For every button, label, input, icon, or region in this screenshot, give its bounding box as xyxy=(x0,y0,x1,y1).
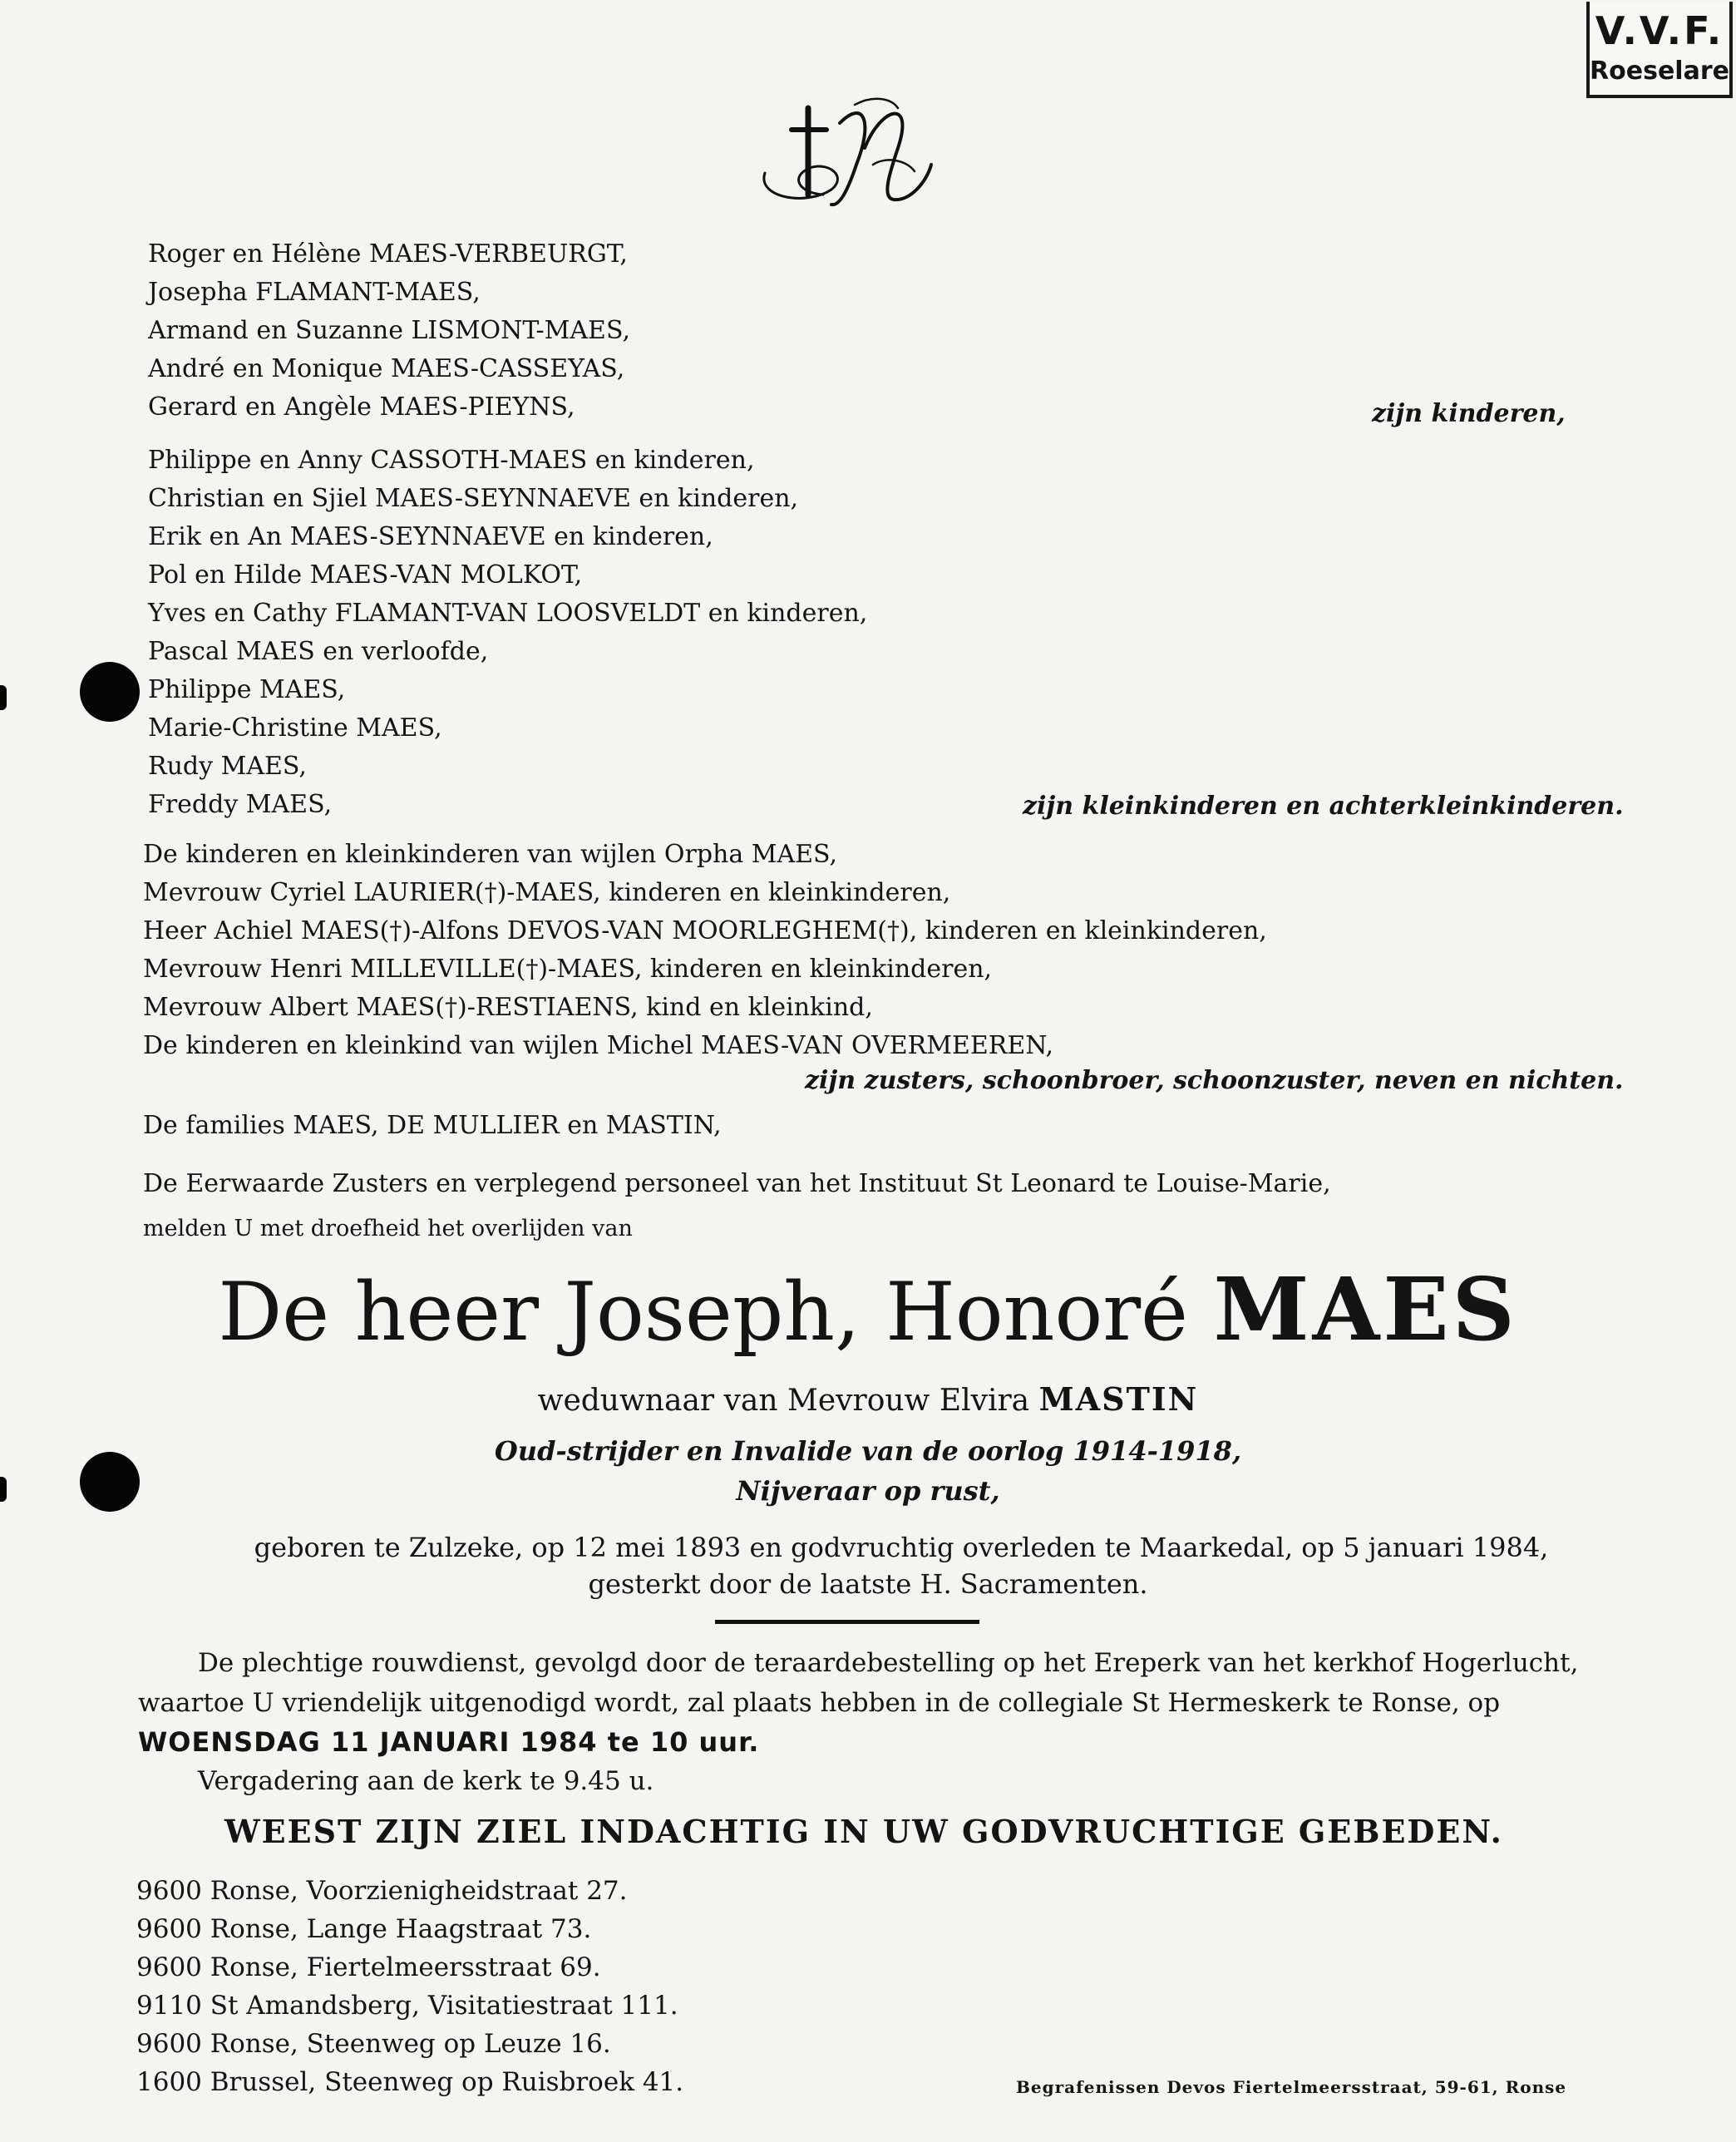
announce-line: melden U met droefheid het overlijden van xyxy=(143,1216,633,1241)
child-line: Roger en Hélène MAES-VERBEURGT, xyxy=(148,239,628,269)
families-line: De families MAES, DE MULLIER en MASTIN, xyxy=(143,1111,722,1140)
sibling-line: De kinderen en kleinkinderen van wijlen Orpha MAES, xyxy=(143,840,838,869)
gathering-line: Vergadering aan de kerk te 9.45 u. xyxy=(198,1766,654,1796)
grandchild-line: Yves en Cathy FLAMANT-VAN LOOSVELDT en kinderen, xyxy=(148,599,868,628)
child-line: André en Monique MAES-CASSEYAS, xyxy=(148,354,625,383)
deceased-surname: MAES xyxy=(1213,1258,1518,1360)
address-line: 9600 Ronse, Fiertelmeersstraat 69. xyxy=(136,1952,601,1982)
sacraments-line: gesterkt door de laatste H. Sacramenten. xyxy=(588,1568,1148,1600)
address-line: 9110 St Amandsberg, Visitatiestraat 111. xyxy=(136,1991,678,2021)
child-line: Armand en Suzanne LISMONT-MAES, xyxy=(148,316,630,345)
punch-hole xyxy=(80,662,140,722)
grandchild-line: Freddy MAES, xyxy=(148,790,333,819)
deceased-prefix: De heer Joseph, Honoré xyxy=(218,1266,1188,1359)
grandchild-line: Philippe MAES, xyxy=(148,675,346,704)
archive-stamp xyxy=(1586,2,1733,98)
grandchild-line: Erik en An MAES-SEYNNAEVE en kinderen, xyxy=(148,522,713,551)
stamp-city: Roeselare xyxy=(1590,57,1729,86)
institute-line: De Eerwaarde Zusters en verplegend personeel van het Instituut St Leonard te Louise-Marie, xyxy=(143,1169,1331,1198)
stamp-code: V.V.F. xyxy=(1595,8,1724,53)
widower-prefix: weduwnaar van Mevrouw Elvira xyxy=(537,1384,1030,1418)
cross-monogram-icon xyxy=(748,90,948,215)
grandchild-line: Marie-Christine MAES, xyxy=(148,713,442,743)
service-line-2: waartoe U vriendelijk uitgenodigd wordt, zal plaats hebben in de collegiale St Hermeskerk te Ronse, op xyxy=(138,1688,1501,1718)
title-line-2: Nijveraar op rust, xyxy=(736,1475,1000,1507)
edge-mark xyxy=(0,685,7,710)
grandchild-line: Pol en Hilde MAES-VAN MOLKOT, xyxy=(148,560,583,590)
address-line: 1600 Brussel, Steenweg op Ruisbroek 41. xyxy=(136,2067,684,2097)
sibling-line: Heer Achiel MAES(†)-Alfons DEVOS-VAN MOORLEGHEM(†), kinderen en kleinkinderen, xyxy=(143,916,1267,945)
born-died-line: geboren te Zulzeke, op 12 mei 1893 en godvruchtig overleden te Maarkedal, op 5 januari 1984, xyxy=(254,1532,1549,1563)
grandchild-line: Philippe en Anny CASSOTH-MAES en kinderen, xyxy=(148,446,755,475)
divider xyxy=(715,1620,979,1624)
address-line: 9600 Ronse, Lange Haagstraat 73. xyxy=(136,1914,592,1944)
sibling-line: Mevrouw Albert MAES(†)-RESTIAENS, kind en kleinkind, xyxy=(143,993,873,1022)
relation-grandchildren: zijn kleinkinderen en achterkleinkinderen. xyxy=(1023,792,1624,821)
child-line: Josepha FLAMANT-MAES, xyxy=(148,278,481,307)
child-line: Gerard en Angèle MAES-PIEYNS, xyxy=(148,392,575,422)
deceased-name xyxy=(0,1258,1736,1360)
address-line: 9600 Ronse, Steenweg op Leuze 16. xyxy=(136,2029,611,2059)
grandchild-line: Rudy MAES, xyxy=(148,752,307,781)
sibling-line: Mevrouw Cyriel LAURIER(†)-MAES, kinderen en kleinkinderen, xyxy=(143,878,951,907)
address-line: 9600 Ronse, Voorzienigheidstraat 27. xyxy=(136,1876,628,1906)
prayer-line: WEEST ZIJN ZIEL INDACHTIG IN UW GODVRUCHTIGE GEBEDEN. xyxy=(224,1813,1503,1850)
relation-children: zijn kinderen, xyxy=(1372,399,1566,428)
sibling-line: Mevrouw Henri MILLEVILLE(†)-MAES, kinderen en kleinkinderen, xyxy=(143,955,993,984)
sibling-line: De kinderen en kleinkind van wijlen Michel MAES-VAN OVERMEEREN, xyxy=(143,1031,1054,1060)
undertaker-line: Begrafenissen Devos Fiertelmeersstraat, 59-61, Ronse xyxy=(1016,2077,1567,2097)
relation-siblings: zijn zusters, schoonbroer, schoonzuster, neven en nichten. xyxy=(805,1066,1624,1095)
grandchild-line: Christian en Sjiel MAES-SEYNNAEVE en kinderen, xyxy=(148,484,799,513)
widower-line xyxy=(0,1380,1736,1418)
widower-surname: MASTIN xyxy=(1038,1380,1199,1418)
grandchild-line: Pascal MAES en verloofde, xyxy=(148,637,489,666)
title-line-1: Oud-strijder en Invalide van de oorlog 1914-1918, xyxy=(494,1435,1242,1467)
service-line-1: De plechtige rouwdienst, gevolgd door de teraardebestelling op het Ereperk van het kerkhof Hogerlucht, xyxy=(198,1648,1579,1678)
ceremony-datetime: WOENSDAG 11 JANUARI 1984 te 10 uur. xyxy=(138,1726,760,1758)
